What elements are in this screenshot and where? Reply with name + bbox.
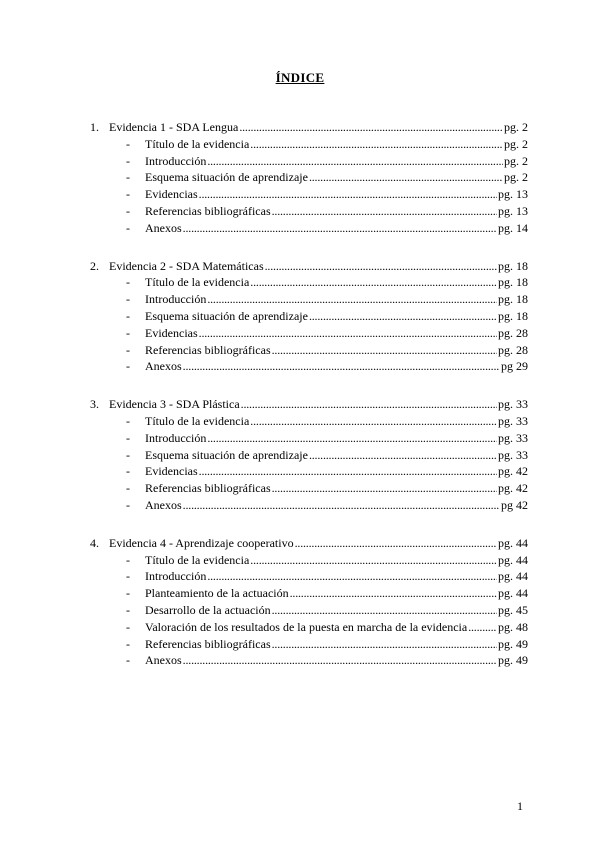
toc-entry-label: Esquema situación de aprendizaje	[145, 308, 308, 323]
toc-section	[90, 258, 528, 376]
toc-entry-label: Anexos	[145, 359, 182, 374]
toc-entry[interactable]	[90, 169, 528, 186]
toc-page-ref: pg. 13	[498, 187, 528, 202]
toc-section-heading[interactable]	[90, 535, 528, 552]
dot-leader	[239, 119, 503, 136]
bullet-dash: -	[126, 308, 130, 323]
toc-entry-label: Título de la evidencia	[145, 275, 250, 290]
dot-leader	[272, 342, 497, 359]
toc-section-label: Evidencia 4 - Aprendizaje cooperativo	[109, 535, 294, 550]
toc-entry[interactable]	[90, 430, 528, 447]
toc-section-label: Evidencia 2 - SDA Matemáticas	[109, 258, 264, 273]
toc-page-ref: pg. 49	[498, 653, 528, 668]
toc-entry-label: Anexos	[145, 653, 182, 668]
dot-leader	[272, 636, 497, 653]
toc-entry[interactable]	[90, 153, 528, 170]
toc-entry-label: Esquema situación de aprendizaje	[145, 170, 308, 185]
page-title: ÍNDICE	[275, 70, 325, 85]
toc-page-ref: pg. 28	[498, 325, 528, 340]
toc-entry-label: Referencias bibliográficas	[145, 636, 271, 651]
toc-entry[interactable]	[90, 308, 528, 325]
toc-page-ref: pg. 2	[504, 136, 528, 151]
toc-page-ref: pg 29	[501, 359, 528, 374]
dot-leader	[207, 430, 497, 447]
dot-leader	[207, 291, 497, 308]
bullet-dash: -	[126, 342, 130, 357]
toc-entry-label: Título de la evidencia	[145, 413, 250, 428]
bullet-dash: -	[126, 430, 130, 445]
toc-entry-label: Planteamiento de la actuación	[145, 586, 289, 601]
dot-leader	[272, 203, 497, 220]
table-of-contents	[90, 119, 528, 690]
toc-entry[interactable]	[90, 342, 528, 359]
toc-section-number: 4.	[90, 535, 99, 550]
toc-section	[90, 396, 528, 514]
toc-entry-label: Título de la evidencia	[145, 136, 250, 151]
bullet-dash: -	[126, 187, 130, 202]
toc-entry-label: Anexos	[145, 497, 182, 512]
toc-section	[90, 119, 528, 237]
toc-entry[interactable]	[90, 220, 528, 237]
dot-leader	[199, 463, 497, 480]
dot-leader	[250, 136, 503, 153]
dot-leader	[468, 619, 497, 636]
toc-entry-label: Introducción	[145, 569, 207, 584]
bullet-dash: -	[126, 292, 130, 307]
bullet-dash: -	[126, 602, 130, 617]
dot-leader	[272, 480, 497, 497]
dot-leader	[309, 308, 497, 325]
toc-entry[interactable]	[90, 636, 528, 653]
toc-section-label: Evidencia 3 - SDA Plástica	[109, 397, 240, 412]
toc-entry-label: Esquema situación de aprendizaje	[145, 447, 308, 462]
dot-leader	[183, 220, 497, 237]
toc-page-ref: pg. 33	[498, 447, 528, 462]
bullet-dash: -	[126, 275, 130, 290]
toc-entry-label: Título de la evidencia	[145, 552, 250, 567]
toc-page-ref: pg. 18	[498, 275, 528, 290]
toc-page-ref: pg. 18	[498, 308, 528, 323]
toc-entry-label: Introducción	[145, 292, 207, 307]
toc-page-ref: pg. 48	[498, 619, 528, 634]
bullet-dash: -	[126, 153, 130, 168]
toc-section	[90, 535, 528, 669]
dot-leader	[199, 325, 497, 342]
toc-entry-label: Anexos	[145, 220, 182, 235]
toc-section-heading[interactable]	[90, 396, 528, 413]
bullet-dash: -	[126, 413, 130, 428]
dot-leader	[265, 258, 497, 275]
toc-page-ref: pg. 28	[498, 342, 528, 357]
toc-page-ref: pg. 18	[498, 292, 528, 307]
bullet-dash: -	[126, 136, 130, 151]
dot-leader	[250, 552, 497, 569]
toc-entry[interactable]	[90, 325, 528, 342]
dot-leader	[250, 413, 497, 430]
toc-section-number: 1.	[90, 120, 99, 134]
toc-entry[interactable]	[90, 136, 528, 153]
toc-page-ref: pg. 44	[498, 586, 528, 601]
toc-entry[interactable]	[90, 186, 528, 203]
bullet-dash: -	[126, 203, 130, 218]
bullet-dash: -	[126, 220, 130, 235]
toc-entry[interactable]	[90, 585, 528, 602]
toc-entry-label: Introducción	[145, 153, 207, 168]
toc-entry[interactable]	[90, 447, 528, 464]
toc-entry-label: Referencias bibliográficas	[145, 342, 271, 357]
toc-entry-label: Referencias bibliográficas	[145, 203, 271, 218]
toc-entry-label: Introducción	[145, 430, 207, 445]
toc-section-heading[interactable]	[90, 119, 528, 136]
dot-leader	[272, 602, 497, 619]
toc-entry[interactable]	[90, 291, 528, 308]
bullet-dash: -	[126, 653, 130, 668]
dot-leader	[290, 585, 497, 602]
page-number: 1	[517, 799, 523, 813]
dot-leader	[207, 568, 497, 585]
toc-page-ref: pg. 44	[498, 569, 528, 584]
bullet-dash: -	[126, 586, 130, 601]
dot-leader	[250, 274, 497, 291]
toc-entry-label: Evidencias	[145, 187, 198, 202]
dot-leader	[309, 447, 497, 464]
dot-leader	[309, 169, 503, 186]
toc-entry[interactable]	[90, 480, 528, 497]
bullet-dash: -	[126, 569, 130, 584]
bullet-dash: -	[126, 359, 130, 374]
toc-entry[interactable]	[90, 274, 528, 291]
bullet-dash: -	[126, 552, 130, 567]
dot-leader	[295, 535, 497, 552]
bullet-dash: -	[126, 447, 130, 462]
toc-page-ref: pg. 33	[498, 430, 528, 445]
toc-section-heading[interactable]	[90, 258, 528, 275]
toc-entry[interactable]	[90, 602, 528, 619]
toc-entry[interactable]	[90, 203, 528, 220]
toc-page-ref: pg. 33	[498, 397, 528, 412]
dot-leader	[183, 652, 497, 669]
toc-entry-label: Desarrollo de la actuación	[145, 602, 271, 617]
toc-section-label: Evidencia 1 - SDA Lengua	[109, 120, 239, 134]
bullet-dash: -	[126, 170, 130, 185]
toc-entry[interactable]	[90, 568, 528, 585]
toc-page-ref: pg. 2	[504, 120, 528, 134]
toc-entry-label: Evidencias	[145, 464, 198, 479]
dot-leader	[183, 497, 500, 514]
bullet-dash: -	[126, 619, 130, 634]
toc-page-ref: pg. 33	[498, 413, 528, 428]
toc-entry-label: Evidencias	[145, 325, 198, 340]
toc-entry[interactable]	[90, 552, 528, 569]
toc-entry[interactable]	[90, 463, 528, 480]
toc-entry[interactable]	[90, 652, 528, 669]
bullet-dash: -	[126, 325, 130, 340]
bullet-dash: -	[126, 636, 130, 651]
toc-entry[interactable]	[90, 358, 528, 375]
bullet-dash: -	[126, 481, 130, 496]
toc-page-ref: pg. 44	[498, 552, 528, 567]
toc-page-ref: pg. 44	[498, 535, 528, 550]
toc-page-ref: pg. 2	[504, 153, 528, 168]
dot-leader	[207, 153, 503, 170]
toc-section-number: 2.	[90, 258, 99, 273]
dot-leader	[241, 396, 497, 413]
toc-page-ref: pg. 42	[498, 464, 528, 479]
bullet-dash: -	[126, 497, 130, 512]
toc-page-ref: pg. 2	[504, 170, 528, 185]
toc-page-ref: pg. 49	[498, 636, 528, 651]
bullet-dash: -	[126, 464, 130, 479]
toc-page-ref: pg. 42	[498, 481, 528, 496]
toc-entry-label: Referencias bibliográficas	[145, 481, 271, 496]
toc-entry[interactable]	[90, 413, 528, 430]
dot-leader	[199, 186, 497, 203]
dot-leader	[183, 358, 500, 375]
toc-page-ref: pg. 14	[498, 220, 528, 235]
toc-page-ref: pg. 13	[498, 203, 528, 218]
toc-entry-label: Valoración de los resultados de la puesta en marcha de la evidencia	[145, 619, 468, 634]
toc-entry[interactable]	[90, 619, 528, 636]
toc-page-ref: pg. 18	[498, 258, 528, 273]
toc-entry[interactable]	[90, 497, 528, 514]
toc-page-ref: pg. 45	[498, 602, 528, 617]
toc-page-ref: pg 42	[501, 497, 528, 512]
toc-section-number: 3.	[90, 397, 99, 412]
